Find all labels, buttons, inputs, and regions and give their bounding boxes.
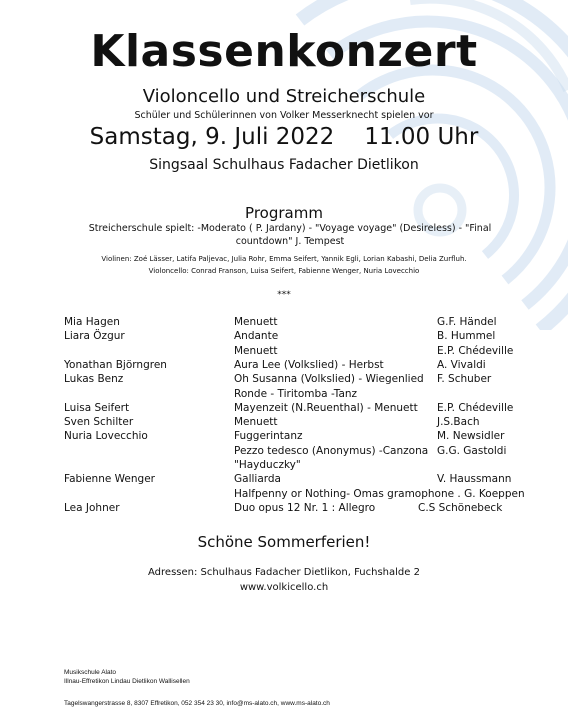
- composer: G.F. Händel: [437, 316, 497, 328]
- piece-title: Menuett: [234, 316, 278, 328]
- composer: J.S.Bach: [437, 416, 480, 429]
- composer: V. Haussmann: [437, 473, 512, 486]
- composer: B. Hummel: [437, 330, 496, 343]
- piece-title: Mayenzeit (N.Reuenthal) - Menuett: [234, 401, 418, 414]
- concert-date: Samstag, 9. Juli 2022: [89, 124, 335, 150]
- piece-title: Menuett: [234, 344, 278, 357]
- concert-title: Klassenkonzert: [90, 26, 478, 77]
- piece-title: Aura Lee (Volkslied) - Herbst: [234, 358, 384, 371]
- concert-subtitle: Violoncello und Streicherschule: [142, 86, 426, 107]
- composer: F. Schuber: [437, 373, 492, 386]
- violinen-list: Violinen: Zoé Lässer, Latifa Paljevac, Julia Rohr, Emma Seifert, Yannik Egli, Lorian Kabashi, Delia Zurfluh.: [101, 255, 467, 263]
- composer: C.S Schönebeck: [418, 501, 503, 514]
- violoncello-list: Violoncello: Conrad Franson, Luisa Seifert, Fabienne Wenger, Nuria Lovecchio: [148, 267, 420, 275]
- performer-name: Fabienne Wenger: [64, 473, 155, 486]
- website-link[interactable]: www.volkicello.ch: [239, 582, 329, 593]
- composer: G.G. Gastoldi: [437, 444, 507, 457]
- piece-title: Halfpenny or Nothing- Omas gramophone . G. Koeppen: [234, 487, 525, 500]
- date-line: [0, 124, 568, 150]
- piece-title: Andante: [234, 330, 279, 343]
- composer: A. Vivaldi: [437, 358, 486, 371]
- performer-name: Luisa Seifert: [64, 401, 130, 414]
- composer: E.P. Chédeville: [437, 344, 514, 357]
- piece-title: Fuggerintanz: [234, 430, 303, 443]
- performer-name: Lukas Benz: [64, 373, 124, 386]
- programm-heading: Programm: [245, 204, 323, 222]
- piece-title: Oh Susanna (Volkslied) - Wiegenlied: [234, 373, 424, 386]
- piece-title: Menuett: [234, 416, 278, 429]
- performer-name: Sven Schilter: [64, 416, 134, 429]
- footer-school-name: Musikschule Alato: [64, 669, 117, 676]
- streicherschule-description: Streicherschule spielt: -Moderato ( P. Jardany) - "Voyage voyage" (Desireless) - "Final countdown" J. Tempest: [88, 223, 492, 247]
- piece-title: Pezzo tedesco (Anonymus) -Canzona: [234, 444, 429, 457]
- concert-time: 11.00 Uhr: [364, 124, 479, 150]
- performer-name: Mia Hagen: [64, 316, 120, 328]
- footer-contact: Tagelswangerstrasse 8, 8307 Effretikon, 052 354 23 30, info@ms-alato.ch, www.ms-alato.ch: [64, 700, 330, 707]
- piece-title: Galliarda: [234, 473, 281, 486]
- performer-name: Lea Johner: [64, 501, 120, 514]
- performer-name: Liara Özgur: [64, 330, 125, 343]
- separator: ***: [277, 290, 291, 300]
- performers-line: Schüler und Schülerinnen von Volker Messerknecht spielen vor: [134, 110, 434, 121]
- footer-locations: Illnau-Effretikon Lindau Dietlikon Wallisellen: [64, 678, 190, 685]
- performer-name: Yonathan Björngren: [64, 358, 167, 371]
- piece-title: "Hayduczky": [234, 459, 301, 471]
- composer: E.P. Chédeville: [437, 401, 514, 414]
- venue: Singsaal Schulhaus Fadacher Dietlikon: [149, 157, 419, 173]
- piece-title: Ronde - Tiritomba -Tanz: [234, 387, 358, 400]
- performer-name: Nuria Lovecchio: [64, 430, 148, 443]
- sommerferien-greeting: Schöne Sommerferien!: [197, 533, 371, 551]
- composer: M. Newsidler: [437, 430, 505, 443]
- piece-title: Duo opus 12 Nr. 1 : Allegro: [234, 501, 376, 514]
- address-line: Adressen: Schulhaus Fadacher Dietlikon, Fuchshalde 2: [148, 567, 420, 578]
